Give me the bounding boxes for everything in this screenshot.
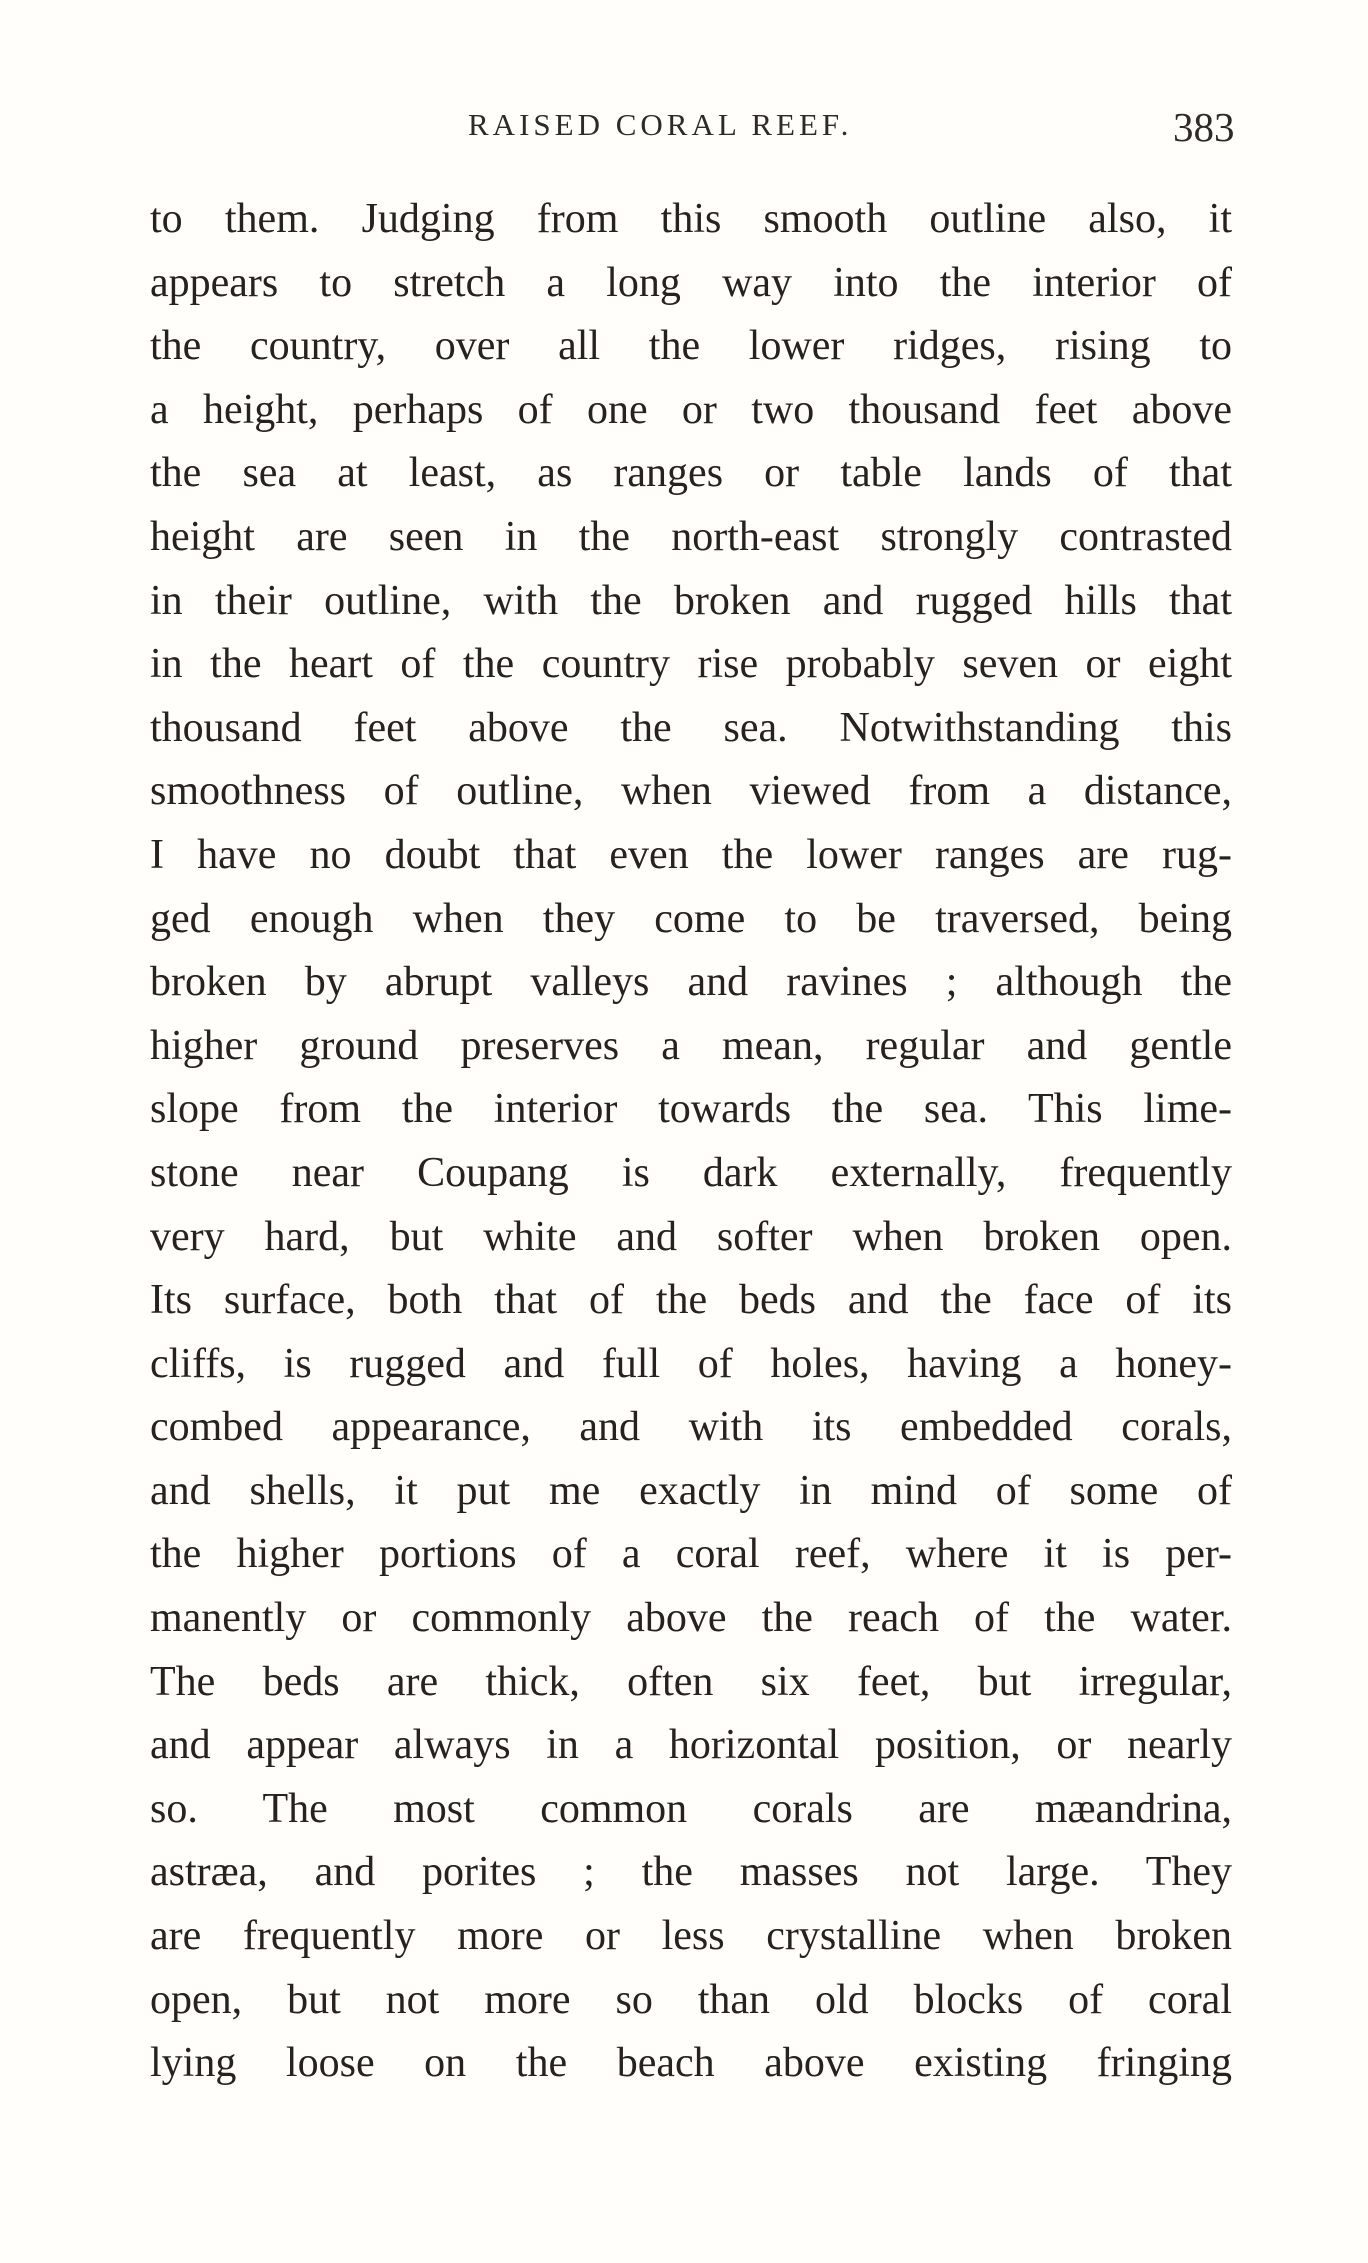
text-line: are frequently more or less crystalline when broken: [150, 1913, 1232, 1960]
text-line: higher ground preserves a mean, regular and gentle: [150, 1022, 1232, 1069]
text-line: lying loose on the beach above existing fringing: [150, 2040, 1232, 2087]
text-line: so. The most common corals are mæandrina,: [150, 1785, 1232, 1832]
text-line: the higher portions of a coral reef, where it is per-: [150, 1531, 1232, 1578]
running-title: RAISED CORAL REEF.: [468, 107, 853, 142]
page-number: 383: [1173, 104, 1235, 150]
text-line: slope from the interior towards the sea. This lime-: [150, 1086, 1232, 1133]
text-line: appears to stretch a long way into the interior of: [150, 259, 1232, 306]
body-text: [150, 188, 1232, 2096]
text-line: the country, over all the lower ridges, rising to: [150, 323, 1232, 370]
text-line: cliffs, is rugged and full of holes, having a honey-: [150, 1340, 1232, 1387]
text-line: The beds are thick, often six feet, but irregular,: [150, 1658, 1232, 1705]
text-line: Its surface, both that of the beds and the face of its: [150, 1277, 1232, 1324]
text-line: combed appearance, and with its embedded corals,: [150, 1404, 1232, 1451]
text-line: open, but not more so than old blocks of coral: [150, 1976, 1232, 2023]
text-line: in the heart of the country rise probably seven or eight: [150, 641, 1232, 688]
text-line: and shells, it put me exactly in mind of some of: [150, 1467, 1232, 1514]
text-line: I have no doubt that even the lower ranges are rug-: [150, 831, 1232, 878]
text-line: height are seen in the north-east strongly contrasted: [150, 513, 1232, 560]
running-header: [0, 103, 1368, 153]
text-line: a height, perhaps of one or two thousand feet above: [150, 386, 1232, 433]
text-line: stone near Coupang is dark externally, frequently: [150, 1149, 1232, 1196]
text-line: smoothness of outline, when viewed from a distance,: [150, 768, 1232, 815]
text-line: thousand feet above the sea. Notwithstanding this: [150, 704, 1232, 751]
text-line: to them. Judging from this smooth outline also, it: [150, 196, 1232, 242]
text-line: very hard, but white and softer when broken open.: [150, 1213, 1232, 1260]
text-line: in their outline, with the broken and rugged hills that: [150, 577, 1232, 624]
text-line: manently or commonly above the reach of the water.: [150, 1595, 1232, 1642]
text-line: ged enough when they come to be traversed, being: [150, 895, 1232, 942]
text-line: broken by abrupt valleys and ravines ; although the: [150, 959, 1232, 1006]
text-line: the sea at least, as ranges or table lands of that: [150, 450, 1232, 497]
text-line: astræa, and porites ; the masses not large. They: [150, 1849, 1232, 1896]
text-line: and appear always in a horizontal position, or nearly: [150, 1722, 1232, 1769]
